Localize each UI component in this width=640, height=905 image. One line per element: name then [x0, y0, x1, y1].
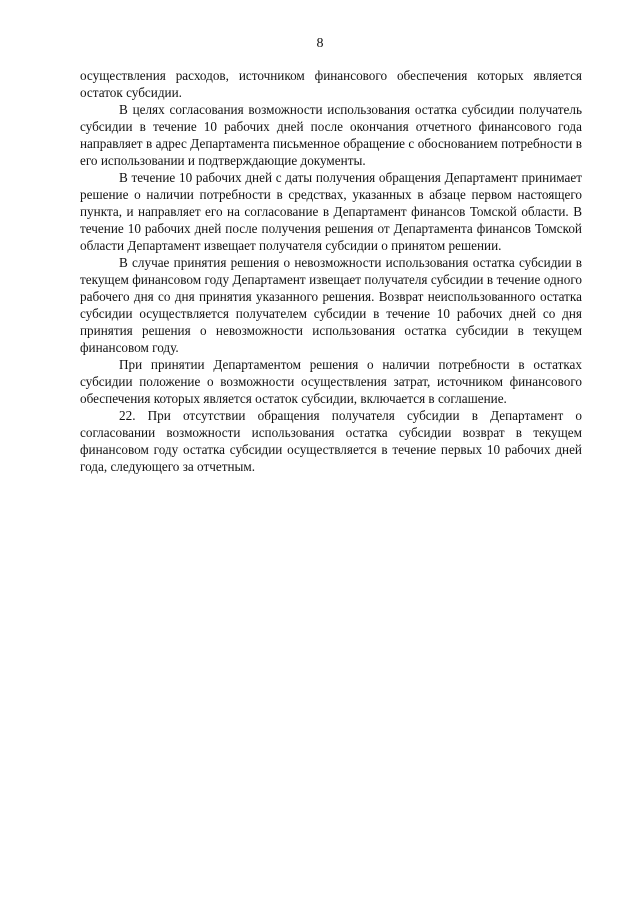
paragraph: 22. При отсутствии обращения получателя субсидии в Департамент о согласовании возможности использования остатка субсидии возврат в текущем финансовом году остатка субсидии осуществляется в течение первых 10 рабочих дней года, следующего за отчетным. [80, 408, 582, 474]
paragraph: При принятии Департаментом решения о наличии потребности в остатках субсидии положение о возможности осуществления затрат, источником финансового обеспечения которых является остаток субсидии, включается в соглашение. [80, 357, 582, 406]
paragraph: В случае принятия решения о невозможности использования остатка субсидии в текущем финансовом году Департамент извещает получателя субсидии в течение одного рабочего дня со дня принятия указанного решения. Возврат неиспользованного остатка субсидии осуществляется получателем субсидии в течение 10 рабочих дней со дня принятия решения о невозможности использования остатка субсидии в текущем финансовом году. [80, 255, 582, 355]
paragraph: В целях согласования возможности использования остатка субсидии получатель субсидии в течение 10 рабочих дней после окончания отчетного финансового года направляет в адрес Департамента письменное обращение с обоснованием потребности в его использовании и подтверждающие документы. [80, 102, 582, 168]
document-body [80, 67, 582, 475]
paragraph: В течение 10 рабочих дней с даты получения обращения Департамент принимает решение о наличии потребности в средствах, указанных в абзаце первом настоящего пункта, и направляет его на согласование в Департамент финансов Томской области. В течение 10 рабочих дней после получения решения от Департамента финансов Томской области Департамент извещает получателя субсидии о принятом решении. [80, 170, 582, 253]
page-number: 8 [316, 36, 324, 51]
paragraph: осуществления расходов, источником финансового обеспечения которых является остаток субсидии. [80, 68, 582, 100]
